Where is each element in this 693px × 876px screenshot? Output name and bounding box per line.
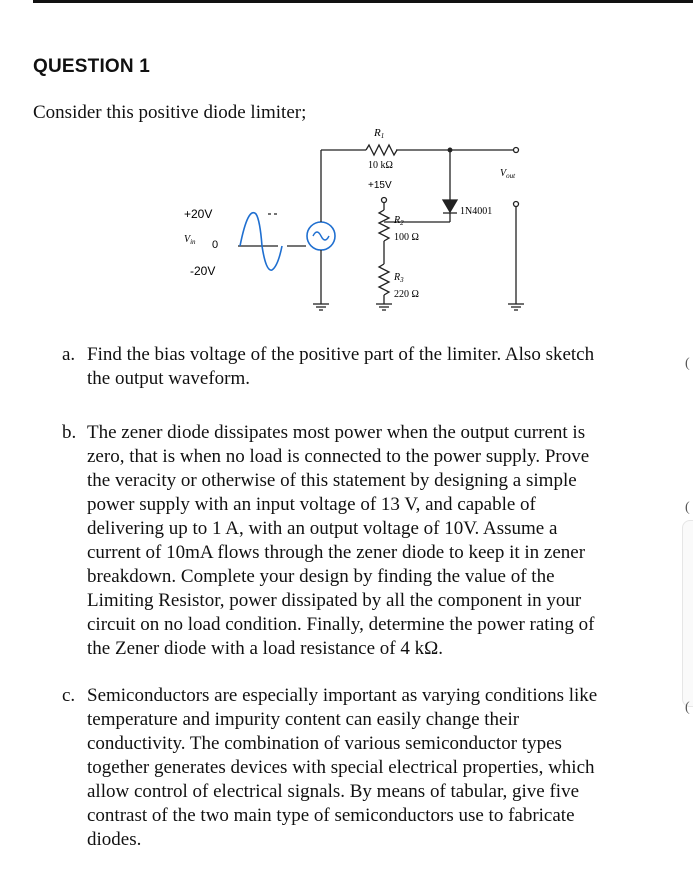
part-b-label: b. xyxy=(62,422,77,443)
part-a-text: Find the bias voltage of the positive part of the limiter. Also sketch the output waveform. xyxy=(87,344,595,389)
vout-label: $V_{out}$ xyxy=(500,168,516,180)
r3-label: $R_3$ xyxy=(394,272,404,284)
r3-resistor xyxy=(379,264,389,295)
vout-terminal xyxy=(514,148,519,153)
supply-label: +15V xyxy=(368,180,392,191)
diode-label: 1N4001 xyxy=(460,206,493,217)
part-c-label: c. xyxy=(62,685,76,706)
question-heading: QUESTION 1 xyxy=(33,56,151,77)
part-c-text: Semiconductors are especially important as varying conditions like temperature and impurity content can easily change their conductivity. The combination of various semiconductor types together generates devices with special electrical properties, which allow control of electrical signals. By means of tabular, give five contrast of the two main type of semiconductors use to fabricate diodes. xyxy=(87,685,598,850)
part-b-text: The zener diode dissipates most power when the output current is zero, that is when no load is connected to the power supply. Prove the veracity or otherwise of this statement by designing a simple power supply with an input voltage of 13 V, and capable of delivering up to 1 A, with an output voltage of 10V. Assume a current of 10mA flows through the zener diode to keep it in zener breakdown. Complete your design by finding the value of the Limiting Resistor, power dissipated by all the component in your circuit on no load condition. Finally, determine the power rating of the Zener diode with a load resistance of 4 kΩ. xyxy=(87,422,595,659)
r3-value: 220 Ω xyxy=(394,289,419,300)
supply-terminal xyxy=(382,198,387,203)
r2-label: $R_2$ xyxy=(394,215,404,227)
question-intro: Consider this positive diode limiter; xyxy=(33,102,307,123)
top-rule xyxy=(33,0,693,3)
r1-value: 10 kΩ xyxy=(368,160,393,171)
ground-divider xyxy=(376,300,392,310)
vin-label: $V_{in}$ xyxy=(184,234,196,246)
input-sine-waveform xyxy=(240,213,282,270)
ac-tilde xyxy=(313,232,329,240)
ground-source xyxy=(313,300,329,310)
diode-symbol xyxy=(443,200,457,212)
r2-value: 100 Ω xyxy=(394,232,419,243)
zero-label: 0 xyxy=(212,239,219,251)
ground-output xyxy=(508,300,524,310)
plus-amplitude-label: +20V xyxy=(184,207,213,221)
r2-resistor xyxy=(379,210,389,241)
side-panel-edge xyxy=(682,520,693,707)
margin-mark-b: ( xyxy=(685,500,690,515)
margin-mark-a: ( xyxy=(685,356,690,371)
diode-limiter-circuit xyxy=(160,124,540,342)
part-a-label: a. xyxy=(62,344,76,365)
vout-lower-terminal xyxy=(514,202,519,207)
minus-amplitude-label: -20V xyxy=(190,264,216,278)
r1-resistor xyxy=(366,145,397,155)
margin-mark-c: ( xyxy=(685,700,690,715)
r1-label: R1 xyxy=(374,127,385,140)
junction-dot xyxy=(448,148,452,152)
